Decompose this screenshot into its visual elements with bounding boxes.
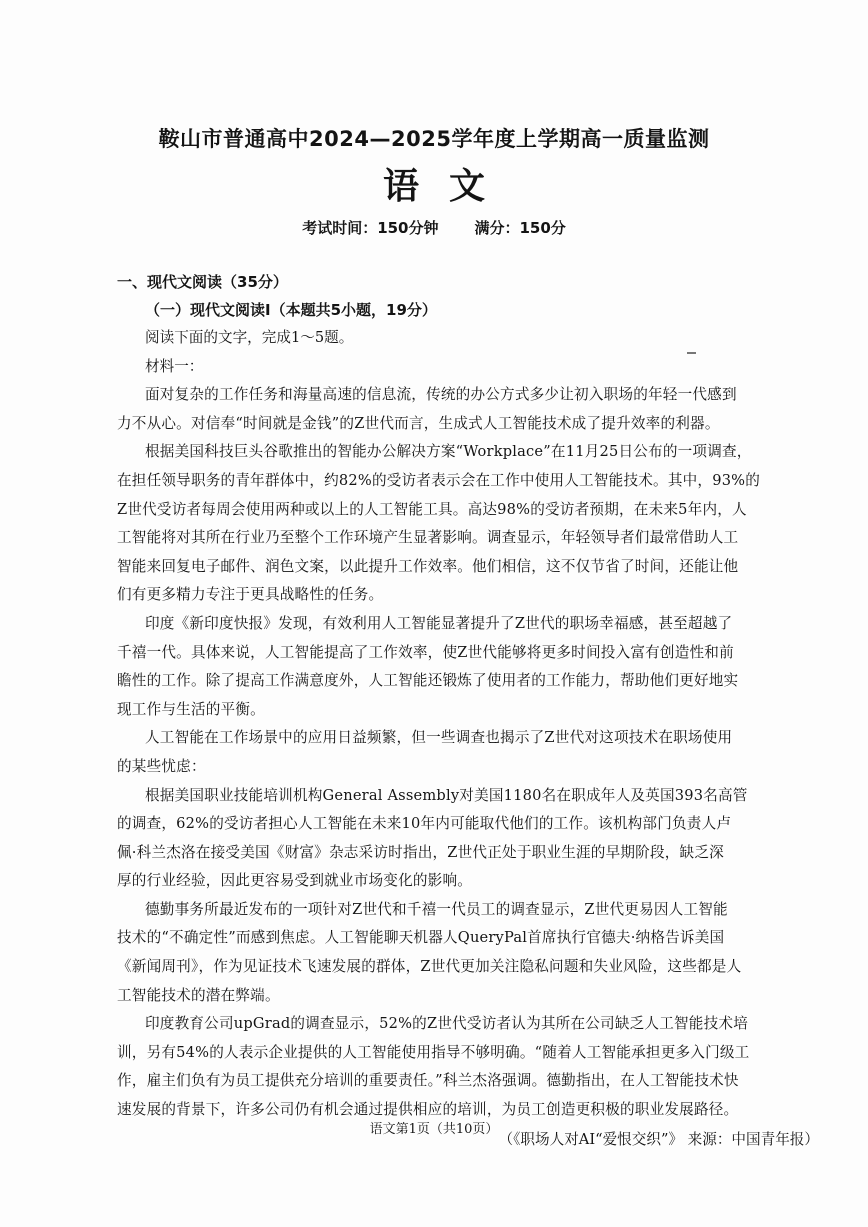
- paragraph-line: 面对复杂的工作任务和海量高速的信息流，传统的办公方式多少让初入职场的年轻一代感到: [145, 386, 737, 404]
- paragraph-line: 人工智能在工作场景中的应用日益频繁，但一些调查也揭示了Z世代对这项技术在职场使用: [145, 729, 733, 747]
- section-heading: 一、现代文阅读（35分）: [117, 273, 288, 291]
- paragraph: [117, 1010, 833, 1124]
- reading-section: [117, 268, 833, 1155]
- exam-time: 考试时间：150分钟: [302, 219, 439, 237]
- paragraph-line: 德勤事务所最近发布的一项针对Z世代和千禧一代员工的调查显示，Z世代更易因人工智能: [145, 900, 728, 918]
- article-source: （《职场人对AI“爱恨交织”》 来源：中国青年报）: [498, 1130, 819, 1148]
- exam-score: 满分：150分: [474, 219, 566, 237]
- paragraph-line: 速发展的背景下，许多公司仍有机会通过提供相应的培训，为员工创造更积极的职业发展路径。: [117, 1101, 739, 1119]
- paragraph-line: 在担任领导职务的青年群体中，约82%的受访者表示会在工作中使用人工智能技术。其中，93%的: [117, 471, 761, 489]
- subject-title: 语文: [382, 166, 515, 207]
- paragraph-line: 根据美国科技巨头谷歌推出的智能办公解决方案“Workplace”在11月25日公布的一项调查，: [145, 443, 752, 461]
- paragraph-line: 佩·科兰杰洛在接受美国《财富》杂志采访时指出，Z世代正处于职业生涯的早期阶段，缺乏深: [117, 843, 724, 861]
- exam-meta: [0, 217, 868, 238]
- paragraph-line: 的调查，62%的受访者担心人工智能在未来10年内可能取代他们的工作。该机构部门负责人卢: [117, 815, 732, 833]
- paragraph-line: 厚的行业经验，因此更容易受到就业市场变化的影响。: [117, 872, 473, 890]
- paragraph-line: 千禧一代。具体来说，人工智能提高了工作效率，使Z世代能够将更多时间投入富有创造性和前: [117, 643, 734, 661]
- paragraph: [117, 896, 833, 1010]
- paragraph-line: 作，雇主们负有为员工提供充分培训的重要责任。”科兰杰洛强调。德勤指出，在人工智能技术快: [117, 1072, 739, 1090]
- paragraph-line: 技术的“不确定性”而感到焦虑。人工智能聊天机器人QueryPal首席执行官德夫·纳格告诉美国: [117, 929, 725, 947]
- paragraph: [117, 782, 833, 896]
- paragraph-line: 工智能将对其所在行业乃至整个工作环境产生显著影响。调查显示，年轻领导者们最常借助人工: [117, 529, 739, 547]
- paragraph: [117, 381, 833, 438]
- paragraph-line: 《新闻周刊》，作为见证技术飞速发展的群体，Z世代更加关注隐私问题和失业风险，这些都是人: [117, 958, 742, 976]
- paragraph-line: 根据美国职业技能培训机构General Assembly对美国1180名在职成年人及英国393名高管: [145, 786, 748, 804]
- instruction: 阅读下面的文字，完成1～5题。: [145, 329, 354, 346]
- paragraph-line: 现工作与生活的平衡。: [117, 700, 265, 718]
- paragraph-line: 瞻性的工作。除了提高工作满意度外，人工智能还锻炼了使用者的工作能力，帮助他们更好地实: [117, 672, 739, 690]
- material-label: 材料一：: [145, 357, 204, 375]
- paragraph: [117, 724, 833, 781]
- subsection-heading: （一）现代文阅读Ⅰ（本题共5小题，19分）: [145, 301, 437, 319]
- paragraph-line: 力不从心。对信奉“时间就是金钱”的Z世代而言，生成式人工智能技术成了提升效率的利器。: [117, 414, 720, 432]
- paragraph-line: Z世代受访者每周会使用两种或以上的人工智能工具。高达98%的受访者预期，在未来5年内，人: [117, 500, 747, 518]
- paragraph-line: 工智能技术的潜在弊端。: [117, 986, 280, 1004]
- exam-title: 鞍山市普通高中2024—2025学年度上学期高一质量监测: [158, 127, 710, 151]
- paragraph-line: 的某些忧虑：: [117, 757, 206, 775]
- page-footer: 语文第1页（共10页）: [369, 1122, 499, 1137]
- paragraph-line: 智能来回复电子邮件、润色文案，以此提升工作效率。他们相信，这不仅节省了时间，还能让他: [117, 557, 739, 575]
- paragraph: [117, 610, 833, 724]
- paragraph-line: 印度《新印度快报》发现，有效利用人工智能显著提升了Z世代的职场幸福感，甚至超越了: [145, 614, 733, 632]
- paragraph-line: 训，另有54%的人表示企业提供的人工智能使用指导不够明确。“随着人工智能承担更多入门级工: [117, 1043, 750, 1061]
- paragraph-line: 印度教育公司upGrad的调查显示，52%的Z世代受访者认为其所在公司缺乏人工智能技术培: [145, 1015, 748, 1033]
- paragraph: [117, 438, 833, 610]
- paragraph-line: 们有更多精力专注于更具战略性的任务。: [117, 586, 384, 604]
